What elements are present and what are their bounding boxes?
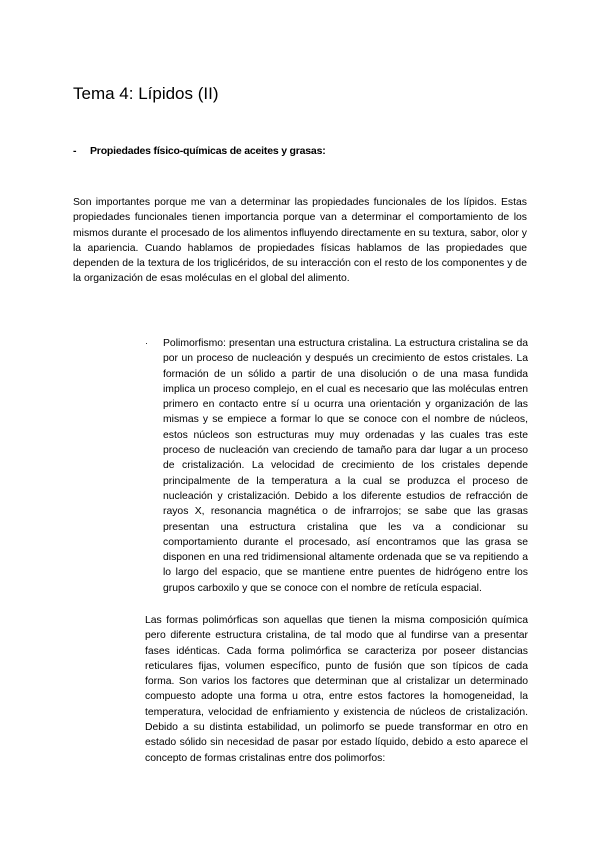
- bullet-item-polimorfismo: [145, 336, 528, 596]
- polymorph-paragraph: Las formas polimórficas son aquellas que tienen la misma composición química pero diferente estructura cristalina, de tal modo que al fundirse van a presentar fases idénticas. Cada forma polimórfica se caracteriza por poseer distancias reticulares fijas, volumen específico, punto de fusión que son típicos de cada forma. Son varios los factores que determinan que al cristalizar un determinado compuesto adopte una forma u otra, entre estos factores la homogeneidad, la temperatura, velocidad de enfriamiento y existencia de núcleos de cristalización. Debido a su distinta estabilidad, un polimorfo se puede transformar en otro en estado sólido sin necesidad de pasar por estado líquido, debido a esto aparece el concepto de formas cristalinas entre dos polimorfos:: [145, 615, 528, 764]
- bullet-text: Polimorfismo: presentan una estructura cristalina. La estructura cristalina se da por un proceso de nucleación y después un crecimiento de estos cristales. La formación de un sólido a partir de una disolución o de una masa fundida implica un proceso complejo, en el cual es necesario que las moléculas entren primero en contacto entre sí u ocurra una orientación y organización de las mismas y se empiece a formar lo que se conoce con el nombre de núcleos, estos núcleos son estructuras muy muy ordenadas y las cuales tras este proceso de nucleación van creciendo de tamaño para dar lugar a un proceso de cristalización. La velocidad de crecimiento de los cristales depende principalmente de la temperatura a la cual se produzca el proceso de nucleación y cristalización. Debido a los diferente estudios de refracción de rayos X, resonancia magnética o de infrarrojos; se sabe que las grasas presentan una estructura cristalina que les va a condicionar su comportamiento durante el procesado, así encontramos que las grasa se disponen en una red tridimensional altamente ordenada que se va repitiendo a lo largo del espacio, que se mantiene entre puentes de hidrógeno entre los grupos carboxilo y que se conoce con el nombre de retícula espacial.: [163, 338, 528, 594]
- section-heading-text: Propiedades físico-químicas de aceites y grasas:: [90, 145, 326, 157]
- intro-paragraph: Son importantes porque me van a determinar las propiedades funcionales de los lípidos. Estas propiedades funcionales tienen importancia porque van a determinar el comportamiento de los mismos durante el procesado de los alimentos influyendo directamente en su textura, sabor, olor y la apariencia. Cuando hablamos de propiedades físicas hablamos de las propiedades que dependen de la textura de los triglicéridos, de su interacción con el resto de los componentes y de la organización de esas moléculas en el global del alimento.: [73, 197, 527, 285]
- bullet-marker: ·: [145, 338, 148, 348]
- section-heading: [73, 145, 326, 157]
- section-marker: -: [73, 145, 77, 157]
- page-title: Tema 4: Lípidos (II): [73, 84, 219, 103]
